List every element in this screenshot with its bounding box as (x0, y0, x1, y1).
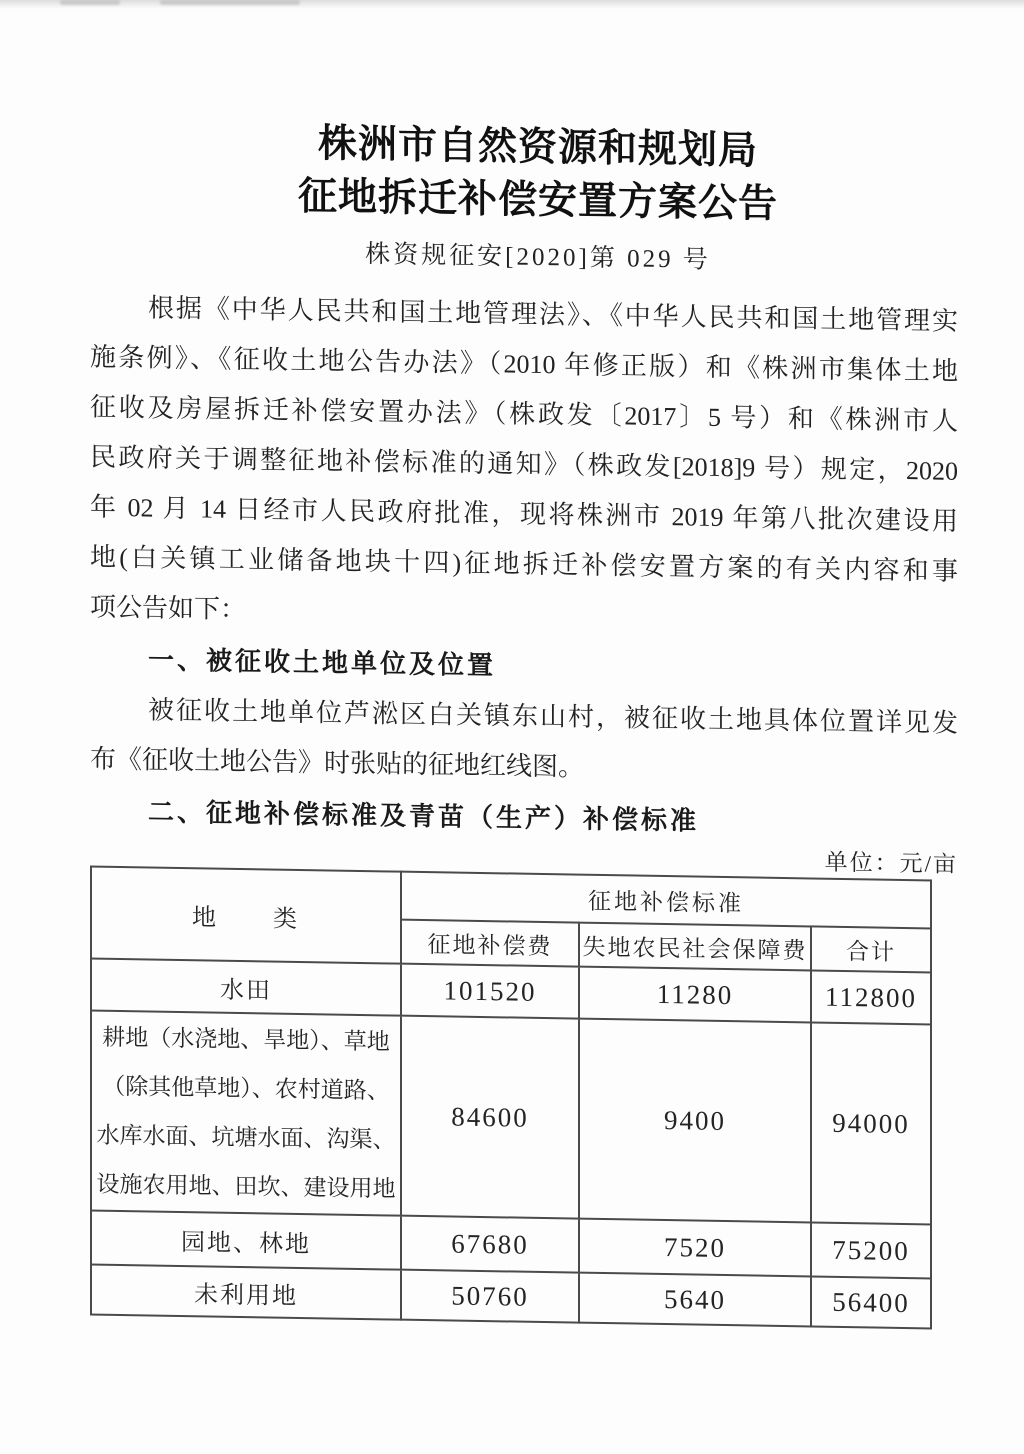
land-type-cell: 园地、林地 (91, 1211, 401, 1270)
compensation-fee-value: 101520 (401, 964, 579, 1019)
paragraph2-line: 布《征收土地公告》时张贴的征地红线图。 (90, 744, 585, 782)
total-value: 94000 (811, 1022, 931, 1224)
paragraph1-line: 征收及房屋拆迁补偿安置办法》（株政发〔2017〕5 号）和《株洲市人 (90, 392, 958, 436)
table-header-standard-group: 征地补偿标准 (401, 872, 931, 929)
total-value: 75200 (811, 1222, 931, 1278)
paragraph1-line: 地(白关镇工业储备地块十四)征地拆迁补偿安置方案的有关内容和事 (90, 542, 958, 586)
compensation-fee-value: 67680 (401, 1216, 579, 1273)
paragraph1-line: 项公告如下： (90, 592, 247, 625)
compensation-fee-value: 84600 (401, 1016, 579, 1219)
social-security-value: 11280 (579, 967, 811, 1023)
table-header-land-type: 地 类 (91, 867, 401, 964)
paragraph2-line: 被征收土地单位芦淞区白关镇东山村，被征收土地具体位置详见发 (148, 695, 958, 738)
land-type-cell: 未利用地 (91, 1265, 401, 1320)
paragraph1-line: 施条例》、《征收土地公告办法》（2010 年修正版）和《株洲市集体土地 (90, 342, 958, 386)
paragraph1-line: 民政府关于调整征地补偿标准的通知》（株政发[2018]9 号）规定，2020 (90, 442, 958, 486)
document-body (90, 282, 958, 850)
compensation-table (90, 865, 932, 1329)
document-title-line-1: 株洲市自然资源和规划局 (317, 122, 758, 173)
paragraph1-line: 年 02 月 14 日经市人民政府批准，现将株洲市 2019 年第八批次建设用 (90, 492, 958, 536)
land-type-cell: 水田 (91, 959, 401, 1016)
document-number: 株资规征安[2020]第 029 号 (365, 241, 711, 274)
section-heading-1: 一、被征收土地单位及位置 (148, 644, 497, 681)
land-type-cell: 耕地（水浇地、旱地）、草地（除其他草地）、农村道路、水库水面、坑塘水面、沟渠、设施农用地、田坎、建设用地 (91, 1011, 401, 1216)
total-value: 56400 (811, 1276, 931, 1328)
unit-label: 单位：元/亩 (824, 849, 958, 877)
table-header-social-security-fee: 失地农民社会保障费 (579, 923, 811, 971)
table-header-total: 合计 (811, 926, 931, 972)
section-heading-2: 二、征地补偿标准及青苗（生产）补偿标准 (148, 796, 700, 836)
table-row (91, 1011, 931, 1225)
social-security-value: 7520 (579, 1219, 811, 1277)
document-title (104, 114, 972, 234)
table-header-compensation-fee: 征地补偿费 (401, 920, 579, 967)
document-title-line-2: 征地拆迁补偿安置方案公告 (297, 174, 778, 226)
compensation-fee-value: 50760 (401, 1270, 579, 1323)
paragraph1-line: 根据《中华人民共和国土地管理法》、《中华人民共和国土地管理实 (148, 293, 958, 336)
social-security-value: 9400 (579, 1019, 811, 1223)
social-security-value: 5640 (579, 1273, 811, 1327)
total-value: 112800 (811, 970, 931, 1024)
